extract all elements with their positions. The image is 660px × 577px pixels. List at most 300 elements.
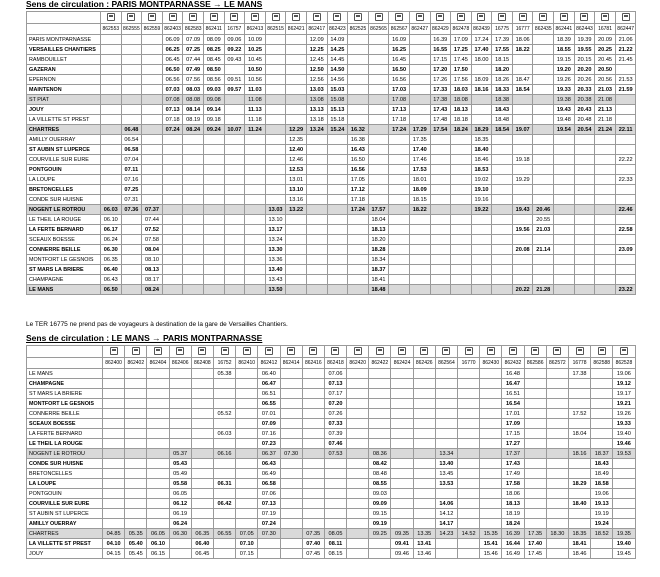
station-name: CONNERRE BEILLE — [27, 409, 103, 419]
train-icon — [539, 13, 547, 21]
departure-time — [512, 215, 533, 225]
departure-time — [245, 195, 266, 205]
departure-time: 17.54 — [430, 125, 451, 135]
departure-time: 19.33 — [613, 419, 635, 429]
departure-time: 18.18 — [451, 115, 472, 125]
departure-time — [595, 135, 616, 145]
departure-time: 16.56 — [348, 165, 369, 175]
train-number: 862572 — [546, 358, 568, 369]
departure-time: 18.00 — [471, 55, 492, 65]
departure-time — [591, 549, 613, 559]
departure-time: 06.50 — [162, 65, 183, 75]
departure-time — [191, 459, 213, 469]
departure-time: 20.48 — [574, 115, 595, 125]
departure-time — [492, 205, 513, 215]
departure-time — [492, 135, 513, 145]
departure-time: 13.24 — [306, 125, 327, 135]
departure-time — [280, 439, 302, 449]
departure-time: 17.58 — [502, 479, 524, 489]
train-icon — [198, 347, 206, 355]
departure-time — [147, 489, 169, 499]
station-name: BRETONCELLES — [27, 185, 101, 195]
departure-time: 17.24 — [471, 35, 492, 45]
departure-time — [458, 469, 480, 479]
departure-time — [236, 519, 258, 529]
departure-time — [169, 549, 191, 559]
departure-time: 21.28 — [533, 285, 554, 295]
departure-time: 19.17 — [613, 389, 635, 399]
departure-time: 17.29 — [409, 125, 430, 135]
departure-time — [236, 369, 258, 379]
departure-time — [245, 155, 266, 165]
departure-time — [265, 185, 286, 195]
train-number: 862583 — [183, 24, 204, 35]
departure-time: 12.29 — [286, 125, 307, 135]
departure-time — [451, 195, 472, 205]
departure-time: 22.11 — [615, 125, 636, 135]
departure-time — [435, 439, 457, 449]
departure-time — [435, 419, 457, 429]
departure-time — [162, 265, 183, 275]
departure-time — [203, 255, 224, 265]
station-name: NOGENT LE ROTROU — [27, 205, 101, 215]
departure-time — [265, 195, 286, 205]
departure-time — [245, 185, 266, 195]
station-name: CONNERRE BEILLE — [27, 245, 101, 255]
departure-time — [430, 135, 451, 145]
departure-time: 13.30 — [265, 245, 286, 255]
departure-time: 13.36 — [265, 255, 286, 265]
departure-time — [125, 489, 147, 499]
departure-time: 06.54 — [121, 135, 142, 145]
departure-time: 20.15 — [574, 55, 595, 65]
departure-time — [280, 389, 302, 399]
train-icon — [442, 347, 450, 355]
departure-time — [369, 369, 391, 379]
departure-time — [512, 235, 533, 245]
departure-time — [142, 145, 163, 155]
departure-time — [591, 399, 613, 409]
departure-time: 16.48 — [502, 369, 524, 379]
departure-time: 18.40 — [568, 499, 590, 509]
departure-time — [391, 399, 413, 409]
train-number: 862435 — [533, 24, 554, 35]
departure-time — [471, 95, 492, 105]
departure-time — [236, 449, 258, 459]
departure-time: 07.40 — [302, 539, 324, 549]
departure-time — [368, 95, 389, 105]
departure-time — [533, 115, 554, 125]
departure-time — [103, 469, 125, 479]
train-number-row — [27, 24, 636, 35]
train-icon — [132, 347, 140, 355]
departure-time — [302, 399, 324, 409]
departure-time — [430, 195, 451, 205]
departure-time — [142, 115, 163, 125]
departure-time — [125, 399, 147, 409]
departure-time: 08.05 — [324, 529, 346, 539]
departure-time: 14.50 — [327, 65, 348, 75]
departure-time: 19.35 — [613, 529, 635, 539]
departure-time — [458, 549, 480, 559]
departure-time — [348, 35, 369, 45]
timetable-row — [27, 429, 636, 439]
departure-time — [409, 245, 430, 255]
departure-time — [451, 235, 472, 245]
departure-time — [103, 439, 125, 449]
departure-time: 07.18 — [162, 115, 183, 125]
departure-time — [348, 75, 369, 85]
departure-time: 11.03 — [245, 85, 266, 95]
departure-time: 20.08 — [512, 245, 533, 255]
station-name: NOGENT LE ROTROU — [27, 449, 103, 459]
departure-time: 17.56 — [451, 75, 472, 85]
departure-time — [480, 379, 502, 389]
departure-time: 14.52 — [458, 529, 480, 539]
departure-time: 08.55 — [369, 479, 391, 489]
departure-time — [533, 165, 554, 175]
timetable-row — [27, 35, 636, 45]
train-icon — [148, 13, 156, 21]
departure-time — [203, 195, 224, 205]
departure-time — [265, 105, 286, 115]
departure-time: 16.50 — [389, 65, 410, 75]
departure-time — [389, 215, 410, 225]
departure-time — [512, 195, 533, 205]
train-icon — [169, 13, 177, 21]
departure-time: 17.05 — [348, 175, 369, 185]
departure-time — [224, 225, 245, 235]
departure-time — [480, 419, 502, 429]
departure-time — [595, 285, 616, 295]
departure-time — [369, 419, 391, 429]
departure-time — [613, 519, 635, 529]
departure-time — [347, 429, 369, 439]
departure-time — [183, 275, 204, 285]
departure-time — [554, 165, 575, 175]
departure-time — [142, 95, 163, 105]
timetable-row — [27, 205, 636, 215]
departure-time — [125, 449, 147, 459]
departure-time — [492, 265, 513, 275]
departure-time — [595, 165, 616, 175]
train-icon — [210, 13, 218, 21]
timetable-row — [27, 135, 636, 145]
train-number: 862528 — [613, 358, 635, 369]
departure-time: 10.56 — [245, 75, 266, 85]
departure-time — [389, 255, 410, 265]
departure-time: 06.45 — [162, 55, 183, 65]
departure-time: 07.15 — [236, 549, 258, 559]
departure-time — [147, 449, 169, 459]
train-number: 862416 — [302, 358, 324, 369]
departure-time — [103, 499, 125, 509]
departure-time — [121, 255, 142, 265]
departure-time — [147, 499, 169, 509]
departure-time — [324, 519, 346, 529]
departure-time — [554, 275, 575, 285]
train-icon — [376, 347, 384, 355]
departure-time — [286, 55, 307, 65]
departure-time — [347, 389, 369, 399]
departure-time — [103, 419, 125, 429]
departure-time — [265, 65, 286, 75]
departure-time: 19.38 — [554, 95, 575, 105]
departure-time: 06.15 — [147, 549, 169, 559]
departure-time — [191, 429, 213, 439]
departure-time: 09.09 — [369, 499, 391, 509]
departure-time: 16.54 — [502, 399, 524, 409]
departure-time: 20.50 — [595, 65, 616, 75]
timetable-row — [27, 285, 636, 295]
departure-time: 19.13 — [591, 499, 613, 509]
departure-time — [471, 245, 492, 255]
departure-time: 08.11 — [324, 539, 346, 549]
departure-time — [480, 399, 502, 409]
departure-time: 08.04 — [142, 245, 163, 255]
departure-time — [615, 265, 636, 275]
departure-time — [391, 389, 413, 399]
station-name: VERSAILLES CHANTIERS — [27, 45, 101, 55]
departure-time: 07.19 — [258, 509, 280, 519]
train-icon — [398, 347, 406, 355]
departure-time — [280, 399, 302, 409]
departure-time — [224, 235, 245, 245]
departure-time: 13.24 — [265, 235, 286, 245]
departure-time: 06.40 — [258, 369, 280, 379]
departure-time — [191, 509, 213, 519]
departure-time: 18.04 — [368, 215, 389, 225]
departure-time — [574, 195, 595, 205]
departure-time — [142, 195, 163, 205]
departure-time — [533, 45, 554, 55]
train-icon — [127, 13, 135, 21]
departure-time: 16.45 — [389, 55, 410, 65]
station-name: MONTFORT LE GESNOIS — [27, 399, 103, 409]
departure-time — [471, 265, 492, 275]
departure-time: 18.26 — [492, 75, 513, 85]
train-number: 862586 — [524, 358, 546, 369]
departure-time — [492, 235, 513, 245]
departure-time — [554, 255, 575, 265]
departure-time: 12.56 — [306, 75, 327, 85]
departure-time — [574, 155, 595, 165]
departure-time — [389, 245, 410, 255]
departure-time: 18.24 — [502, 519, 524, 529]
departure-time — [121, 265, 142, 275]
departure-time: 22.46 — [615, 205, 636, 215]
departure-time — [595, 155, 616, 165]
departure-time — [533, 105, 554, 115]
timetable-row — [27, 115, 636, 125]
departure-time — [265, 75, 286, 85]
departure-time: 19.43 — [554, 105, 575, 115]
departure-time: 21.06 — [615, 35, 636, 45]
departure-time: 20.45 — [595, 55, 616, 65]
departure-time — [471, 105, 492, 115]
departure-time — [265, 95, 286, 105]
departure-time: 14.56 — [327, 75, 348, 85]
departure-time — [480, 369, 502, 379]
departure-time — [224, 95, 245, 105]
departure-time — [147, 419, 169, 429]
departure-time: 08.36 — [369, 449, 391, 459]
departure-time — [191, 479, 213, 489]
departure-time: 19.43 — [512, 205, 533, 215]
departure-time — [101, 185, 122, 195]
station-name: AMILLY OUERRAY — [27, 519, 103, 529]
departure-time — [574, 205, 595, 215]
departure-time: 13.45 — [435, 469, 457, 479]
departure-time: 18.54 — [512, 85, 533, 95]
train-number: 862418 — [324, 358, 346, 369]
departure-time — [615, 215, 636, 225]
departure-time: 14.09 — [327, 35, 348, 45]
departure-time: 18.48 — [492, 115, 513, 125]
departure-time — [613, 489, 635, 499]
departure-time — [265, 145, 286, 155]
departure-time: 08.03 — [183, 85, 204, 95]
departure-time — [162, 205, 183, 215]
departure-time: 07.06 — [258, 489, 280, 499]
departure-time — [512, 135, 533, 145]
departure-time — [574, 215, 595, 225]
departure-time — [615, 195, 636, 205]
departure-time — [191, 439, 213, 449]
departure-time: 18.13 — [502, 499, 524, 509]
departure-time — [191, 419, 213, 429]
departure-time — [347, 499, 369, 509]
departure-time: 18.16 — [471, 85, 492, 95]
departure-time — [245, 145, 266, 155]
departure-time — [183, 195, 204, 205]
departure-time: 20.26 — [574, 75, 595, 85]
departure-time — [203, 145, 224, 155]
train-number: 16752 — [213, 358, 235, 369]
departure-time: 18.38 — [492, 95, 513, 105]
train-number: 862515 — [265, 24, 286, 35]
departure-time — [286, 65, 307, 75]
departure-time — [203, 155, 224, 165]
departure-time: 06.40 — [101, 265, 122, 275]
departure-time — [524, 439, 546, 449]
departure-time — [369, 429, 391, 439]
departure-time — [389, 155, 410, 165]
departure-time: 09.24 — [203, 125, 224, 135]
departure-time — [409, 65, 430, 75]
departure-time — [121, 35, 142, 45]
departure-time: 18.03 — [451, 85, 472, 95]
departure-time — [236, 469, 258, 479]
departure-time — [348, 285, 369, 295]
departure-time: 07.11 — [121, 165, 142, 175]
departure-time — [327, 155, 348, 165]
departure-time — [546, 499, 568, 509]
departure-time: 19.29 — [512, 175, 533, 185]
departure-time — [280, 479, 302, 489]
timetable-outbound — [26, 11, 636, 295]
departure-time: 19.56 — [512, 225, 533, 235]
departure-time — [480, 389, 502, 399]
departure-time: 17.01 — [502, 409, 524, 419]
departure-time — [347, 469, 369, 479]
departure-time: 09.03 — [369, 489, 391, 499]
departure-time — [458, 409, 480, 419]
departure-time — [347, 459, 369, 469]
departure-time: 20.56 — [595, 75, 616, 85]
departure-time — [533, 255, 554, 265]
departure-time: 18.19 — [502, 509, 524, 519]
departure-time — [480, 519, 502, 529]
departure-time — [125, 499, 147, 509]
departure-time — [554, 175, 575, 185]
train-icon — [498, 13, 506, 21]
station-name: CHAMPAGNE — [27, 275, 101, 285]
departure-time: 09.15 — [369, 509, 391, 519]
departure-time: 18.43 — [591, 459, 613, 469]
departure-time — [533, 155, 554, 165]
departure-time — [369, 389, 391, 399]
train-number-row — [27, 358, 636, 369]
departure-time — [368, 85, 389, 95]
departure-time — [280, 549, 302, 559]
departure-time: 18.04 — [568, 429, 590, 439]
train-icon — [457, 13, 465, 21]
departure-time: 17.55 — [492, 45, 513, 55]
departure-time — [524, 389, 546, 399]
departure-time: 18.13 — [451, 105, 472, 115]
departure-time: 15.46 — [480, 549, 502, 559]
departure-time — [574, 225, 595, 235]
departure-time: 06.10 — [101, 215, 122, 225]
departure-time — [512, 95, 533, 105]
departure-time — [533, 75, 554, 85]
departure-time: 07.56 — [183, 75, 204, 85]
departure-time — [348, 245, 369, 255]
departure-time — [347, 369, 369, 379]
departure-time: 18.06 — [512, 35, 533, 45]
departure-time — [413, 459, 435, 469]
departure-time — [546, 369, 568, 379]
departure-time: 07.24 — [162, 125, 183, 135]
departure-time — [435, 539, 457, 549]
departure-time — [368, 155, 389, 165]
departure-time — [236, 509, 258, 519]
departure-time: 17.38 — [568, 369, 590, 379]
departure-time — [533, 185, 554, 195]
station-name: CHARTRES — [27, 529, 103, 539]
departure-time — [162, 255, 183, 265]
departure-time — [368, 115, 389, 125]
departure-time — [280, 489, 302, 499]
departure-time — [615, 65, 636, 75]
timetable-row — [27, 489, 636, 499]
departure-time — [101, 85, 122, 95]
departure-time — [413, 419, 435, 429]
departure-time: 06.05 — [147, 529, 169, 539]
train-icon — [107, 13, 115, 21]
departure-time — [121, 65, 142, 75]
departure-time — [125, 519, 147, 529]
departure-time: 14.45 — [327, 55, 348, 65]
departure-time — [546, 539, 568, 549]
departure-time: 19.12 — [613, 379, 635, 389]
departure-time — [451, 145, 472, 155]
departure-time — [224, 215, 245, 225]
departure-time: 13.16 — [286, 195, 307, 205]
timetable-row — [27, 409, 636, 419]
train-icon — [333, 13, 341, 21]
